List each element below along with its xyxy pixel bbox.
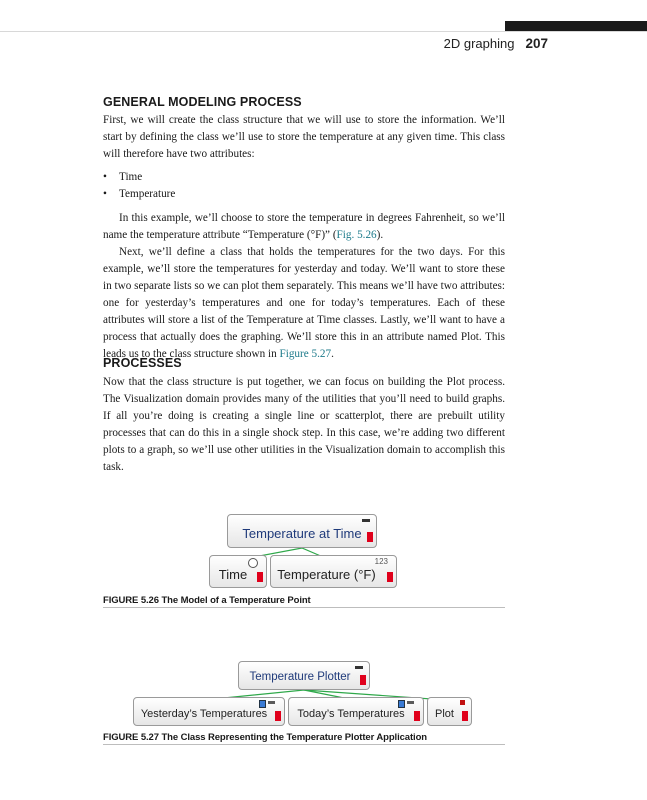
node-label: Temperature at Time	[242, 526, 362, 541]
node-label: Temperature Plotter	[249, 671, 351, 683]
node-label: Yesterday’s Temperatures	[140, 708, 268, 720]
figure-ref-link[interactable]: Figure 5.27	[279, 348, 332, 360]
caption-rule	[103, 744, 505, 745]
list-icon	[407, 701, 414, 704]
marker-icon	[462, 711, 468, 721]
node-label: Plot	[435, 708, 454, 720]
page-number: 207	[525, 36, 548, 51]
attribute-node-todays-temperatures[interactable]	[288, 697, 424, 726]
node-label: Today’s Temperatures	[297, 708, 405, 720]
list-item: • Temperature	[103, 186, 505, 203]
node-label: Temperature (°F)	[277, 567, 376, 582]
intro-paragraph: First, we will create the class structure that we will use to store the information. We’ll start by defining the class we’ll use to store the temperature at any given time. This class will therefore have two attributes:	[103, 114, 505, 160]
attribute-node-plot[interactable]	[427, 697, 472, 726]
paragraph-text: Next, we’ll define a class that holds the temperatures for the two days. For this example, we’ll store the temperatures for yesterday and today. We’ll want to store these in two separate lists so we can plot them separately. This means we’ll have two attributes: one for yesterday’s temperatures and one for today’s temperatures. Each of these attributes will store a list of the Temperature at Time classes. Lastly, we’ll want to have a process that actually does the graphing. We’ll store this in an attribute named Plot. This leads us to the class structure shown in	[103, 246, 505, 360]
collapse-icon	[355, 666, 363, 669]
section-heading: PROCESSES	[103, 356, 182, 370]
list-item: • Time	[103, 169, 505, 186]
attribute-node-yesterdays-temperatures[interactable]	[133, 697, 285, 726]
section-heading: GENERAL MODELING PROCESS	[103, 95, 302, 109]
marker-icon	[414, 711, 420, 721]
marker-icon	[275, 711, 281, 721]
figure-caption: FIGURE 5.27 The Class Representing the Temperature Plotter Application	[103, 732, 427, 743]
figure-ref-link[interactable]: Fig. 5.26	[336, 229, 377, 241]
node-label: Time	[218, 567, 248, 582]
figure-caption: FIGURE 5.26 The Model of a Temperature Point	[103, 595, 311, 606]
list-icon	[268, 701, 275, 704]
paragraph-text: In this example, we’ll choose to store the temperature in degrees Fahrenheit, so we’ll name the temperature attribute “Temperature (°F)” (	[103, 212, 505, 241]
list-icon	[259, 700, 266, 708]
class-node-temperature-plotter[interactable]	[238, 661, 370, 690]
section-title: 2D graphing	[443, 36, 515, 51]
paragraph-text: .	[331, 348, 334, 360]
marker-icon	[360, 675, 366, 685]
paragraph: Now that the class structure is put together, we can focus on building the Plot process. The Visualization domain provides many of the utilities that you’ll need to build graphs. If all you’re doing is creating a single line or scatterplot, there are prebuilt utility processes that can do this in a single shock step. In this case, we’re adding two different plots to a graph, so we’ll use other utilities in the Visualization domain to accomplish this task.	[103, 376, 505, 473]
process-icon	[460, 700, 465, 705]
number-type-icon: 123	[374, 557, 388, 566]
list-icon	[398, 700, 405, 708]
paragraph-text: ).	[376, 229, 384, 241]
